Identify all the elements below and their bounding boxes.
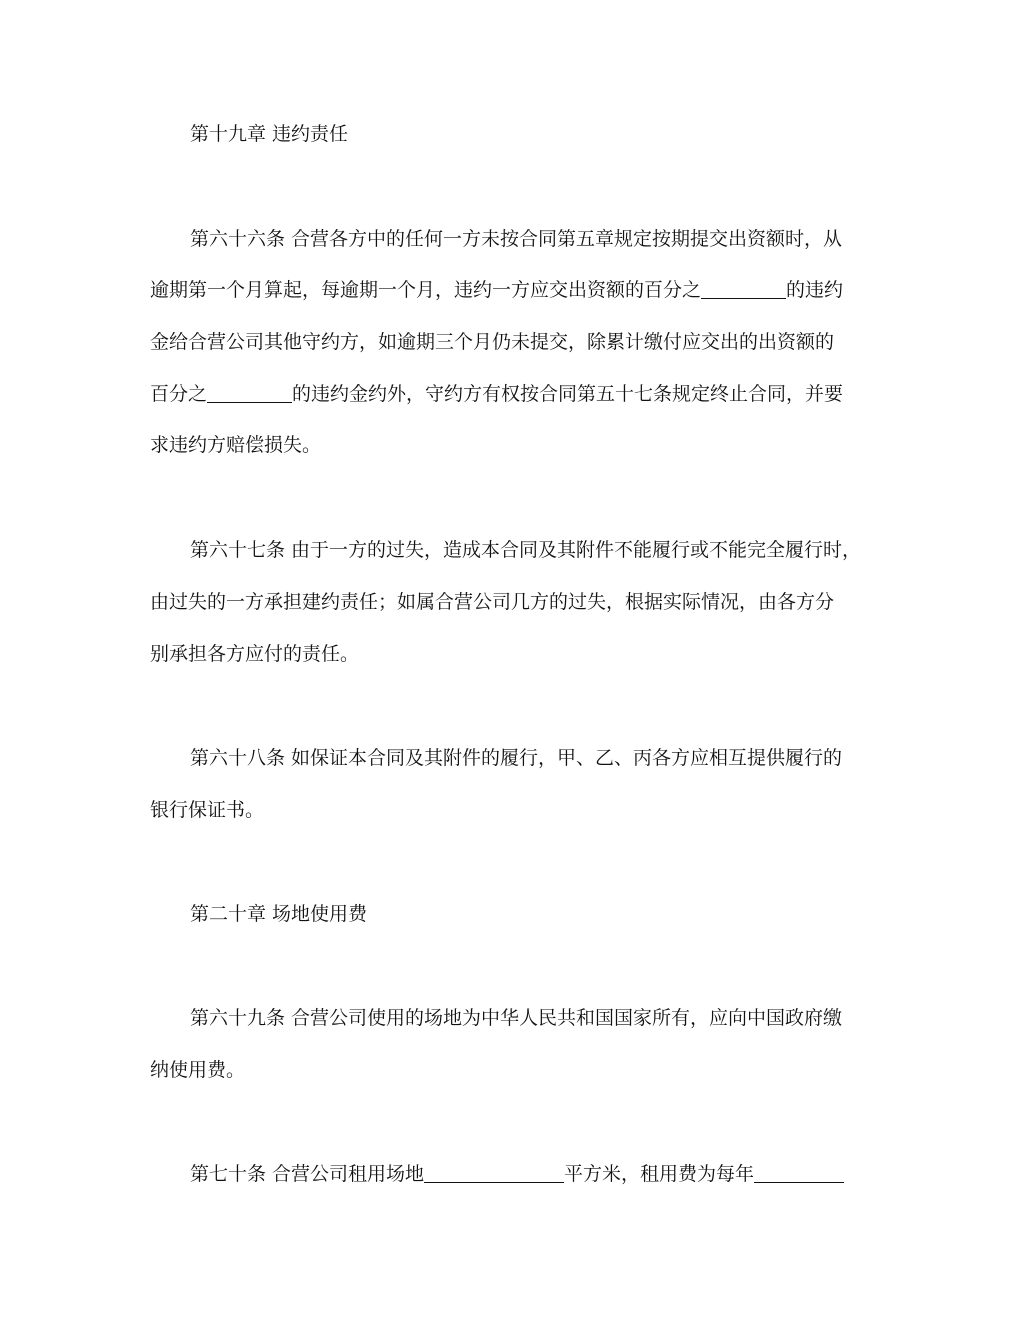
- percentage-blank-2: [207, 382, 292, 403]
- article-67-line-1: 第六十七条 由于一方的过失，造成本合同及其附件不能履行或不能完全履行时，: [190, 539, 862, 561]
- article-66-line-3: 金给合营公司其他守约方，如逾期三个月仍未提交，除累计缴付应交出的出资额的: [150, 331, 835, 353]
- chapter-20-heading: 第二十章 场地使用费: [190, 903, 368, 925]
- chapter-19-heading: 第十九章 违约责任: [190, 123, 349, 145]
- article-67-line-3: 别承担各方应付的责任。: [150, 643, 360, 665]
- article-68-line-1: 第六十八条 如保证本合同及其附件的履行，甲、乙、丙各方应相互提供履行的: [190, 747, 843, 769]
- percentage-blank-1: [701, 278, 786, 299]
- article-67-line-2: 由过失的一方承担建约责任；如属合营公司几方的过失，根据实际情况，由各方分: [150, 591, 835, 613]
- article-66-line-2-text-b: 的违约: [786, 279, 844, 301]
- article-69-line-2: 纳使用费。: [150, 1059, 246, 1081]
- article-66-line-2: [150, 277, 885, 303]
- article-69-line-1: 第六十九条 合营公司使用的场地为中华人民共和国国家所有，应向中国政府缴: [190, 1007, 843, 1029]
- article-66-line-1: 第六十六条 合营各方中的任何一方未按合同第五章规定按期提交出资额时，从: [190, 228, 843, 250]
- article-66-line-5: 求违约方赔偿损失。: [150, 434, 322, 456]
- article-66-line-2-text-a: 逾期第一个月算起，每逾期一个月，违约一方应交出资额的百分之: [150, 279, 702, 301]
- article-66-line-4: [150, 381, 885, 407]
- article-66-line-4-text-a: 百分之: [150, 383, 208, 405]
- rent-blank: [754, 1162, 844, 1183]
- article-70-line-1-text-a: 第七十条 合营公司租用场地: [190, 1163, 425, 1185]
- article-66-line-4-text-b: 的违约金约外，守约方有权按合同第五十七条规定终止合同，并要: [292, 383, 844, 405]
- article-70-line-1-text-b: 平方米，租用费为每年: [564, 1163, 755, 1185]
- area-blank: [424, 1162, 564, 1183]
- article-68-line-2: 银行保证书。: [150, 799, 265, 821]
- article-70-line-1: [190, 1161, 885, 1187]
